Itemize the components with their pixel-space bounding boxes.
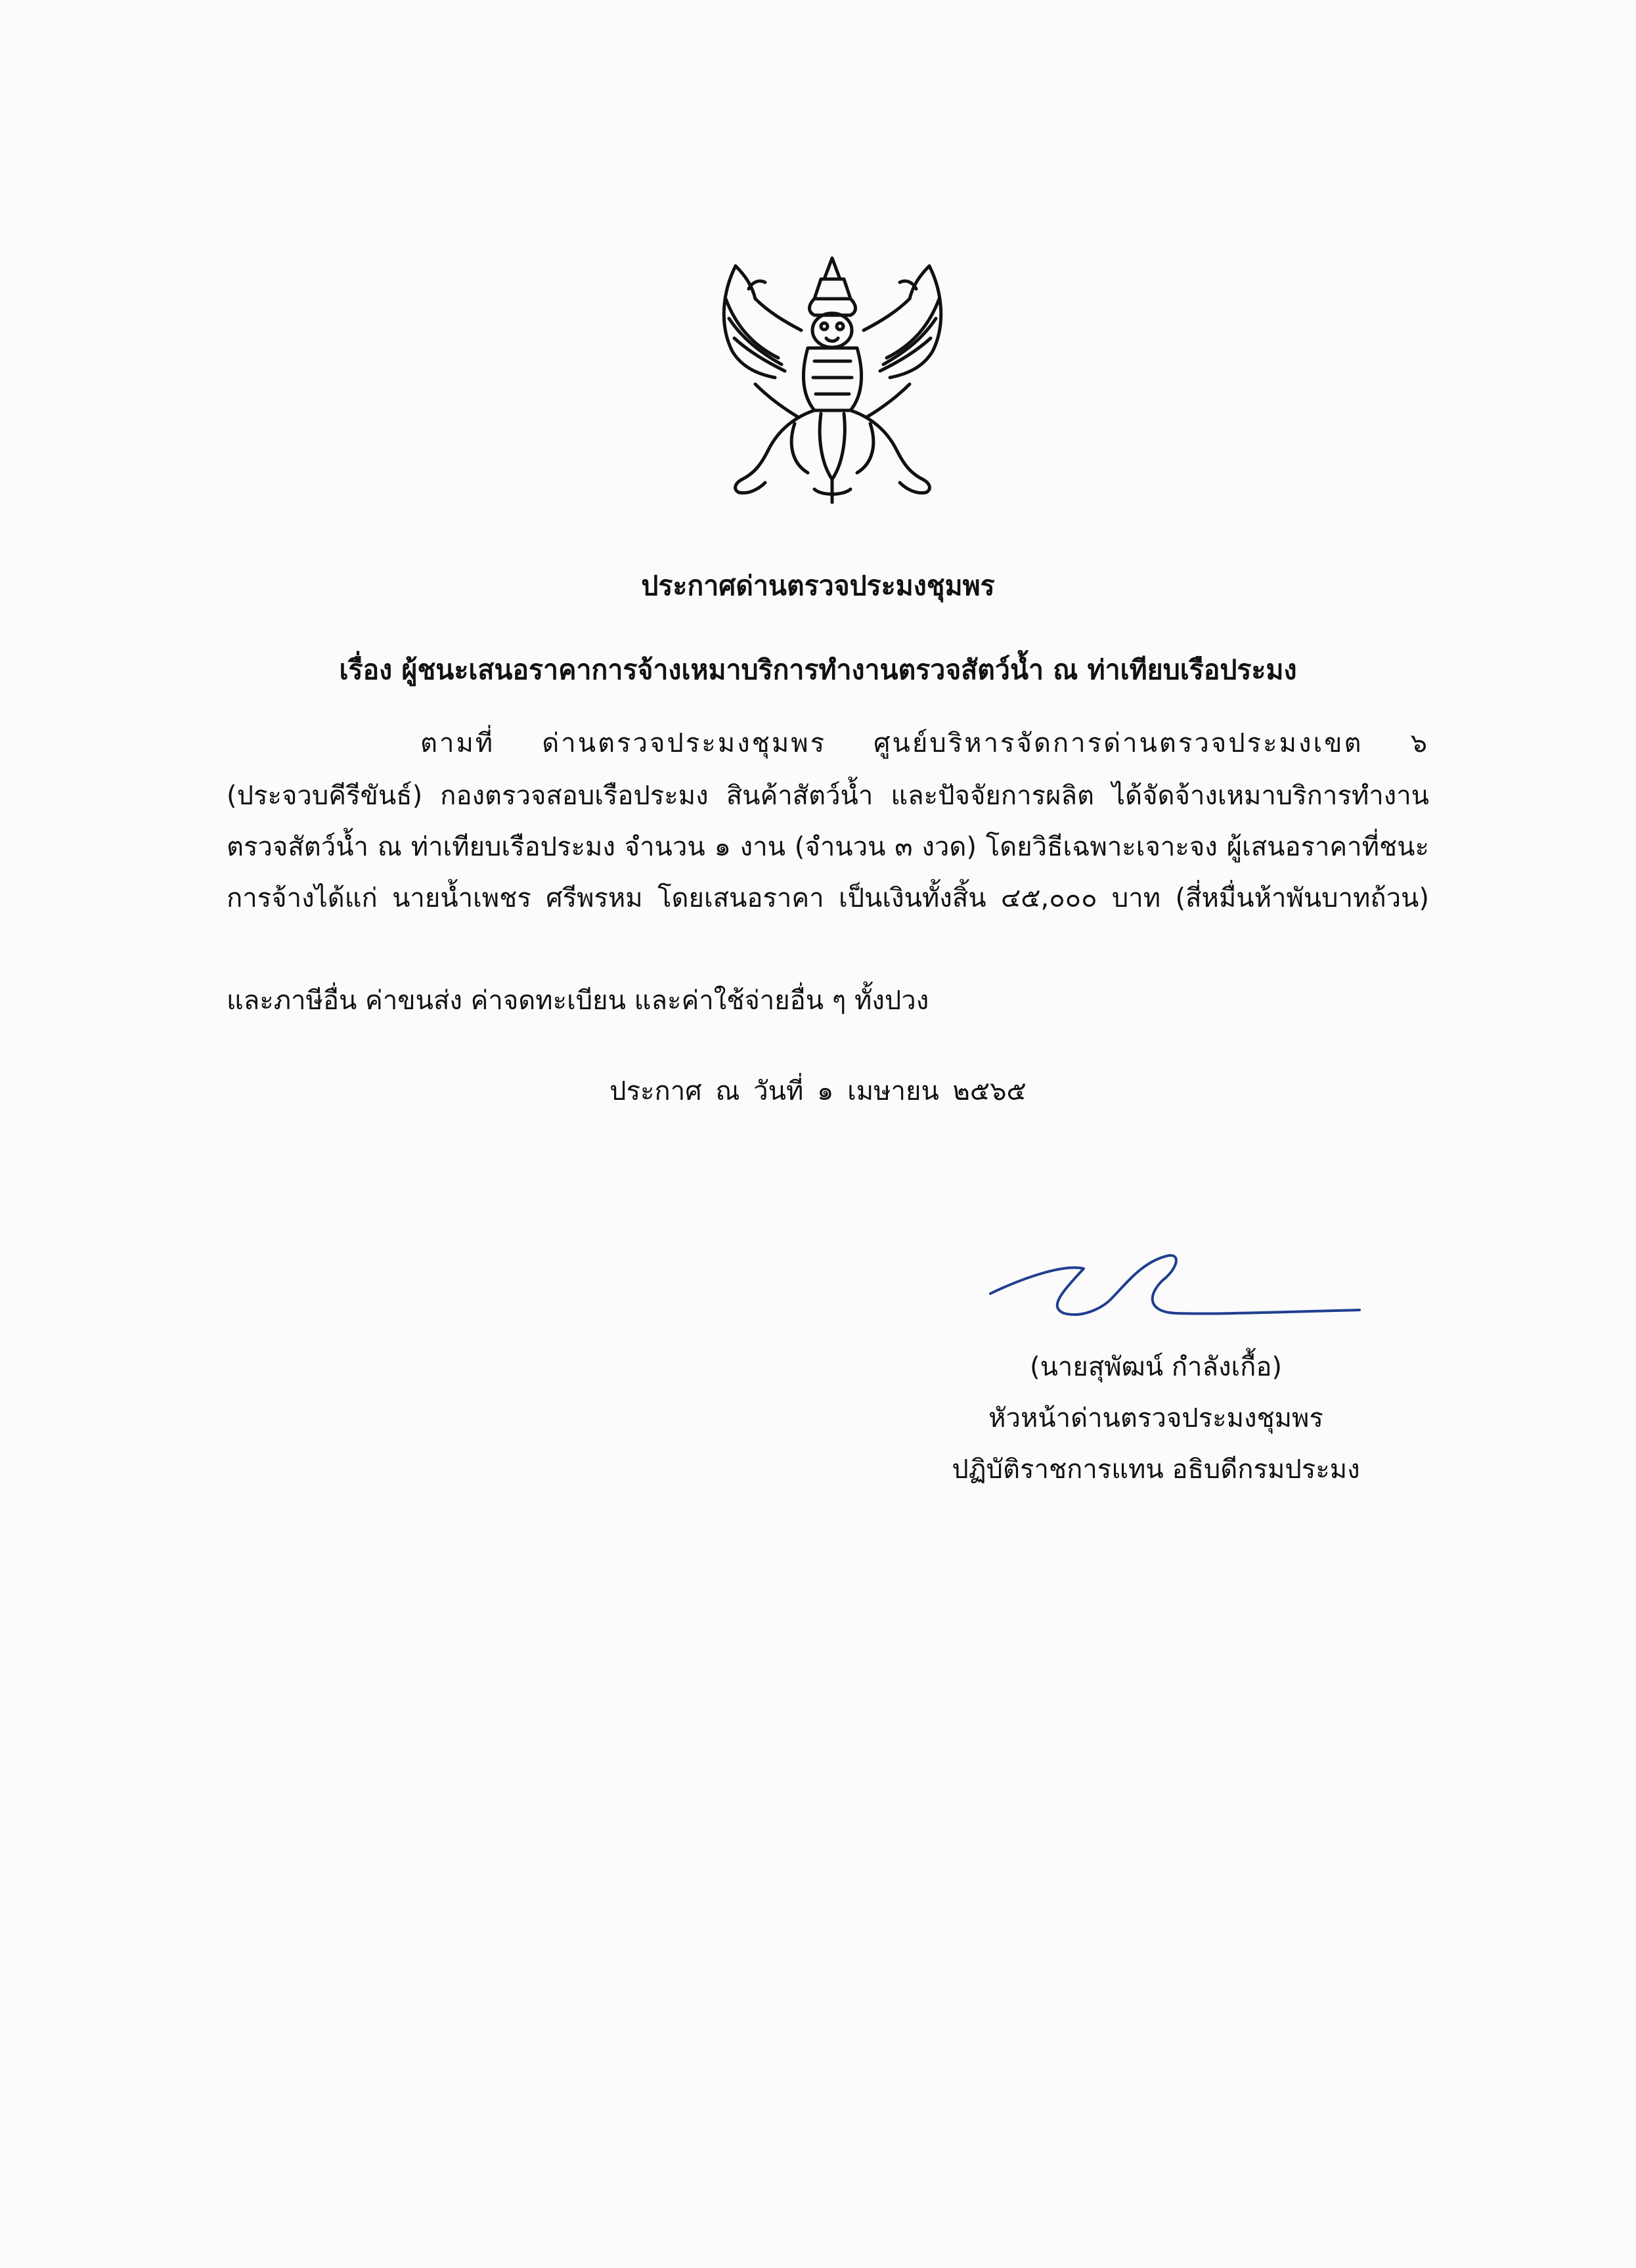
announcement-date: ประกาศ ณ วันที่ ๑ เมษายน ๒๕๖๕ [609,1076,1027,1106]
signer-position: หัวหน้าด่านตรวจประมงชุมพร [988,1403,1323,1433]
body-line: การจ้างได้แก่ นายน้ำเพชร ศรีพรหม โดยเสนอราคา เป็นเงินทั้งสิ้น ๔๕,๐๐๐ บาท (สี่หมื่นห้าพันบาทถ้วน) [227,883,1429,913]
body-line: ตามที่ ด่านตรวจประมงชุมพร ศูนย์บริหารจัดการด่านตรวจประมงเขต ๖ [420,728,1429,758]
garuda-emblem-icon [716,253,949,512]
announcement-subject: เรื่อง ผู้ชนะเสนอราคาการจ้างเหมาบริการทำงานตรวจสัตว์น้ำ ณ ท่าเทียบเรือประมง [339,654,1297,686]
signature-image [985,1234,1366,1333]
signer-name: (นายสุพัฒน์ กำลังเกื้อ) [1029,1352,1283,1382]
signer-acting-position: ปฏิบัติราชการแทน อธิบดีกรมประมง [952,1454,1360,1485]
body-line: (ประจวบคีรีขันธ์) กองตรวจสอบเรือประมง สินค้าสัตว์น้ำ และปัจจัยการผลิต ได้จัดจ้างเหมาบริการทำงาน [227,781,1429,811]
body-line: และภาษีอื่น ค่าขนส่ง ค่าจดทะเบียน และค่าใช้จ่ายอื่น ๆ ทั้งปวง [227,986,929,1016]
body-line: ตรวจสัตว์น้ำ ณ ท่าเทียบเรือประมง จำนวน ๑ งาน (จำนวน ๓ งวด) โดยวิธีเฉพาะเจาะจง ผู้เสนอราคาที่ชนะ [227,832,1429,862]
announcement-title: ประกาศด่านตรวจประมงชุมพร [641,570,995,601]
